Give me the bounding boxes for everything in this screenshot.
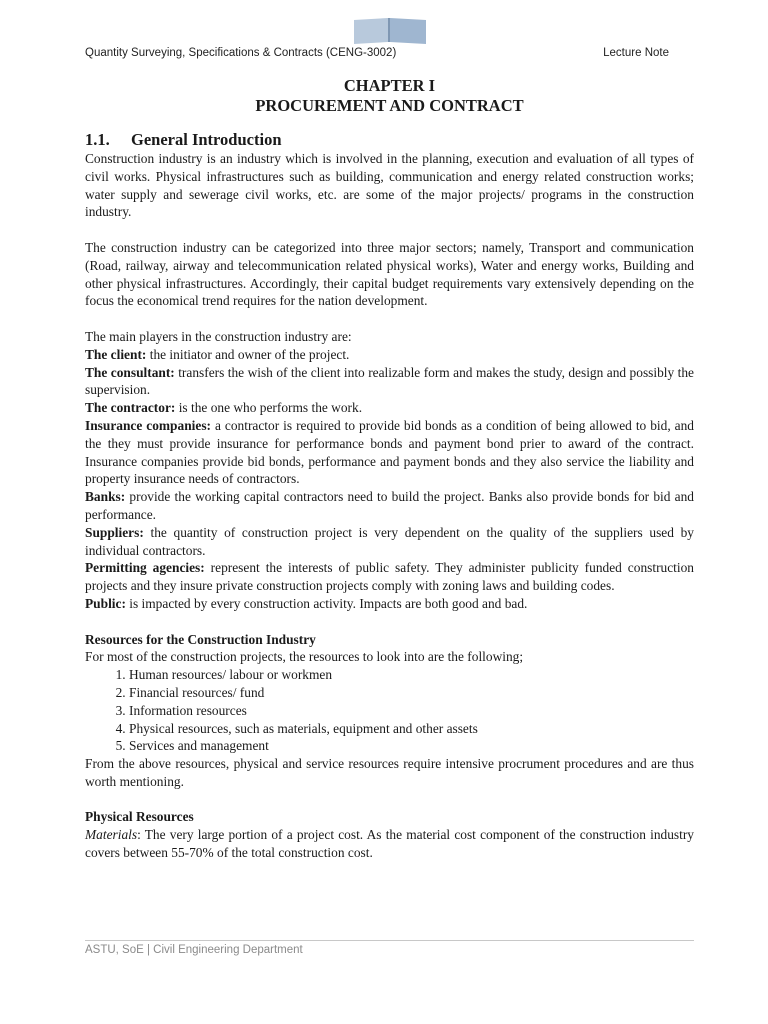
player-entry	[85, 595, 694, 613]
player-term: Suppliers:	[85, 524, 144, 540]
intro-paragraph-1: Construction industry is an industry which is involved in the planning, execution and evaluation of all types of civil works. Physical infrastructures such as building, communication and energy related construction works; water supply and sewerage civil works, etc. are some of the major projects/ programs in the construction industry.	[85, 151, 694, 220]
player-entry	[85, 417, 694, 488]
player-entry	[85, 488, 694, 524]
player-term: Banks:	[85, 489, 126, 505]
player-desc: is the one who performs the work.	[175, 400, 363, 416]
player-term: Permitting agencies:	[85, 560, 205, 576]
course-title: Quantity Surveying, Specifications & Contracts (CENG-3002)	[85, 47, 397, 59]
player-entry	[85, 559, 694, 595]
page-body	[85, 76, 694, 862]
running-header	[85, 47, 669, 59]
physical-heading: Physical Resources	[85, 809, 194, 825]
list-item: 1. Human resources/ labour or workmen	[129, 666, 694, 684]
player-entry	[85, 346, 694, 364]
resources-outro: From the above resources, physical and service resources require intensive procrument procedures and are thus worth mentioning.	[85, 756, 694, 789]
player-term: Public:	[85, 595, 126, 611]
chapter-title: PROCUREMENT AND CONTRACT	[255, 96, 524, 115]
player-term: The consultant:	[85, 364, 175, 380]
list-item: 3. Information resources	[129, 702, 694, 720]
player-term: The client:	[85, 346, 147, 362]
player-term: The contractor:	[85, 400, 176, 416]
player-entry	[85, 399, 694, 417]
player-desc: a contractor is required to provide bid bonds as a condition of being allowed to bid, and the they must provide insurance for performance bonds and payment bond prier to award of the contract. Insurance companies provide bid bonds, performance and payment bonds and they also service the liability and property insurance needs of contractors.	[85, 417, 695, 487]
player-desc: the quantity of construction project is very dependent on the quality of the suppliers used by individual contractors.	[85, 524, 694, 558]
intro-paragraph-2: The construction industry can be categorized into three major sectors; namely, Transport and communication (Road, railway, airway and telecommunication related physical works), Water and energy works, Building and other physical infrastructures. Accordingly, their capital budget requirements vary extensively depending on the focus the economical trend requires for the nation development.	[85, 239, 694, 309]
footer-text: ASTU, SoE | Civil Engineering Department	[85, 944, 303, 956]
resources-list	[85, 666, 694, 755]
player-desc: transfers the wish of the client into realizable form and makes the study, design and possibly the supervision.	[85, 364, 695, 398]
player-term: Insurance companies:	[85, 417, 211, 433]
list-item: 5. Services and management	[129, 737, 694, 755]
footer-divider	[85, 940, 694, 941]
header-logo-icon	[352, 16, 428, 44]
player-desc: provide the working capital contractors need to build the project. Banks also provide bonds for bid and performance.	[85, 489, 694, 522]
materials-text: : The very large portion of a project cost. As the material cost component of the construction industry covers between 55-70% of the total construction cost.	[85, 827, 694, 861]
section-number: 1.1.	[85, 130, 110, 149]
resources-heading: Resources for the Construction Industry	[85, 631, 316, 647]
player-entry	[85, 364, 694, 400]
list-item: 2. Financial resources/ fund	[129, 684, 694, 702]
materials-term: Materials	[85, 827, 138, 843]
materials-paragraph	[85, 826, 694, 862]
section-title: General Introduction	[131, 130, 282, 149]
players-intro: The main players in the construction industry are:	[85, 328, 352, 344]
player-desc: the initiator and owner of the project.	[146, 346, 350, 362]
section-heading	[85, 130, 694, 150]
list-item: 4. Physical resources, such as materials, equipment and other assets	[129, 720, 694, 738]
player-desc: represent the interests of public safety. They administer publicity funded construction projects and they insure private construction projects comply with zoning laws and building codes.	[85, 560, 694, 594]
player-desc: is impacted by every construction activity. Impacts are both good and bad.	[125, 595, 528, 611]
chapter-label: CHAPTER I	[343, 76, 436, 95]
player-entry	[85, 524, 694, 560]
note-type: Lecture Note	[603, 47, 669, 59]
resources-intro: For most of the construction projects, the resources to look into are the following;	[85, 649, 524, 665]
